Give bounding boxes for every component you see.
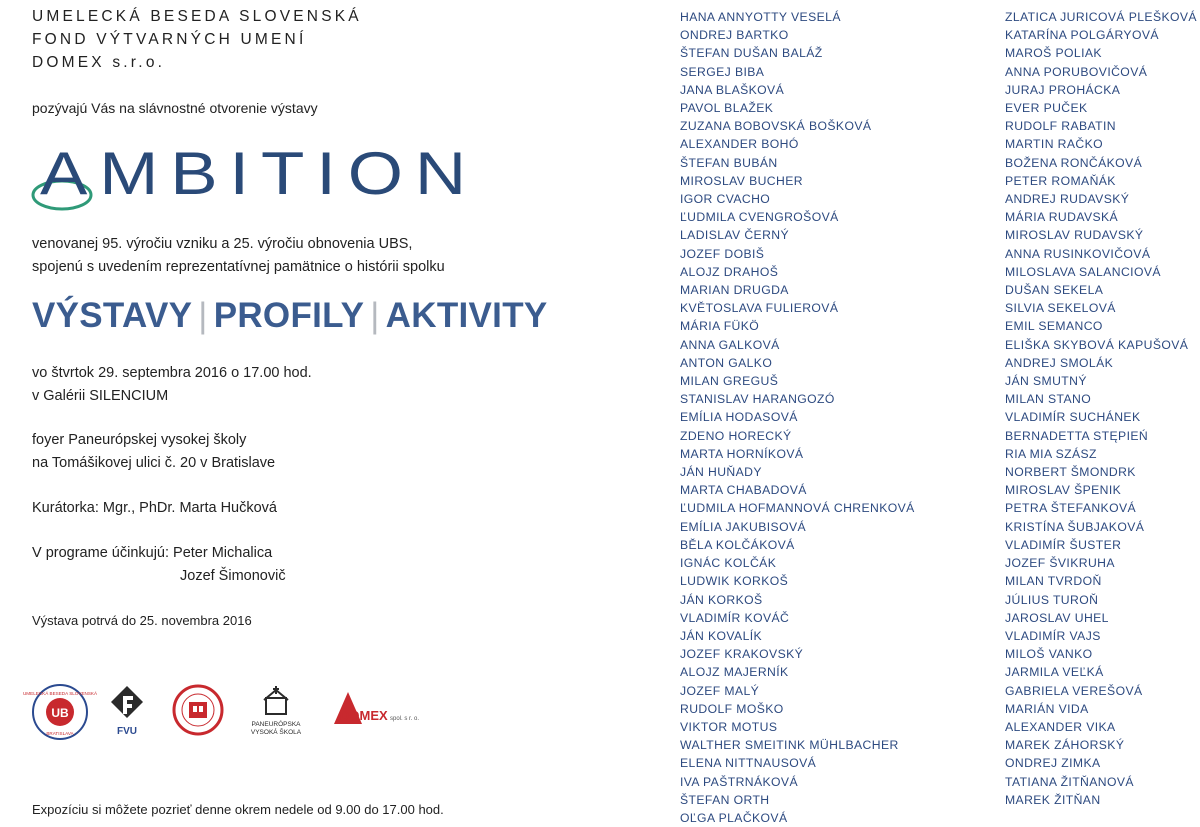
artist-name: PETER ROMAŇÁK bbox=[1005, 173, 1116, 188]
artist-name: LADISLAV ČERNÝ bbox=[680, 228, 790, 243]
artist-name: ANDREJ RUDAVSKÝ bbox=[1005, 192, 1130, 207]
artist-name: ALOJZ MAJERNÍK bbox=[680, 665, 789, 680]
organizer-line: UMELECKÁ BESEDA SLOVENSKÁ bbox=[32, 8, 362, 25]
fvu-logo-caption: FVU bbox=[117, 726, 137, 737]
artist-name: BERNADETTA STĘPIEŃ bbox=[1005, 428, 1149, 443]
headline-separator: | bbox=[370, 296, 380, 335]
artist-name: SILVIA SEKELOVÁ bbox=[1005, 301, 1116, 316]
artist-list-column-2 bbox=[1005, 8, 1197, 809]
ubs-logo-city: BRATISLAVA bbox=[46, 731, 74, 736]
artist-name: JÚLIUS TUROŇ bbox=[1005, 592, 1099, 607]
artist-name: IGNÁC KOLČÁK bbox=[680, 556, 777, 571]
artist-name: MILAN STANO bbox=[1005, 392, 1092, 407]
invitation-text: pozývajú Vás na slávnostné otvorenie výstavy bbox=[32, 100, 318, 116]
date-block bbox=[32, 362, 312, 407]
artist-name: MARIAN DRUGDA bbox=[680, 283, 789, 298]
artist-name: KVĚTOSLAVA FULIEROVÁ bbox=[680, 301, 839, 316]
artist-name: VLADIMÍR ŠUSTER bbox=[1005, 537, 1122, 552]
program-line: Jozef Šimonovič bbox=[180, 567, 286, 584]
invitation-panel bbox=[22, 0, 652, 826]
artist-name: ŠTEFAN ORTH bbox=[680, 792, 770, 807]
artist-name: PETRA ŠTEFANKOVÁ bbox=[1005, 501, 1137, 516]
artist-name: STANISLAV HARANGOZÓ bbox=[680, 392, 835, 407]
venue-block bbox=[32, 429, 275, 474]
partner-logos bbox=[22, 684, 452, 744]
artist-name: ŠTEFAN BUBÁN bbox=[680, 155, 778, 170]
university-logo-line: VYSOKÁ ŠKOLA bbox=[250, 729, 302, 736]
artist-name: JÁN SMUTNÝ bbox=[1005, 374, 1087, 389]
artist-name: VIKTOR MOTUS bbox=[680, 719, 778, 734]
organizer-line: FOND VÝTVARNÝCH UMENÍ bbox=[32, 31, 307, 48]
exhibition-title-logo bbox=[32, 138, 492, 218]
program-line: V programe účinkujú: Peter Michalica bbox=[32, 545, 273, 561]
artist-name: MILAN TVRDOŇ bbox=[1005, 574, 1102, 589]
date-line: vo štvrtok 29. septembra 2016 o 17.00 hod. bbox=[32, 365, 312, 381]
artist-name: ANNA GALKOVÁ bbox=[680, 337, 780, 352]
artist-name: JURAJ PROHÁCKA bbox=[1005, 82, 1121, 97]
exhibition-title: AMBITION bbox=[40, 140, 478, 207]
artist-name: IGOR CVACHO bbox=[680, 192, 771, 207]
artist-name: PAVOL BLAŽEK bbox=[680, 101, 774, 116]
artist-name: JANA BLAŠKOVÁ bbox=[680, 82, 785, 97]
artist-list-column-1 bbox=[680, 8, 915, 827]
artist-name: VLADIMÍR KOVÁČ bbox=[680, 610, 790, 625]
fvu-logo bbox=[107, 684, 147, 740]
artist-name: RUDOLF MOŠKO bbox=[680, 701, 784, 716]
artist-name: ŠTEFAN DUŠAN BALÁŽ bbox=[680, 46, 823, 61]
artist-name: JÁN KOVALÍK bbox=[680, 628, 763, 643]
artist-name: ALEXANDER VIKA bbox=[1005, 719, 1116, 734]
ubs-logo-mark: UB bbox=[51, 706, 69, 720]
artist-name: ONDREJ BARTKO bbox=[680, 28, 789, 43]
artist-name: ZLATICA JURICOVÁ PLEŠKOVÁ bbox=[1005, 10, 1197, 24]
dedication-line: spojenú s uvedením reprezentatívnej pamätnice o histórii spolku bbox=[32, 258, 445, 275]
artist-name: ANDREJ SMOLÁK bbox=[1005, 355, 1114, 370]
artist-name: BĚLA KOLČÁKOVÁ bbox=[680, 537, 795, 552]
artist-name: EMIL SEMANCO bbox=[1005, 319, 1103, 334]
artist-name: SERGEJ BIBA bbox=[680, 64, 765, 79]
artist-name: ALOJZ DRAHOŠ bbox=[680, 264, 779, 279]
artist-name: KATARÍNA POLGÁRYOVÁ bbox=[1005, 28, 1159, 43]
opening-hours: Expozíciu si môžete pozrieť denne okrem nedele od 9.00 do 17.00 hod. bbox=[32, 802, 444, 817]
domex-logo-suffix: spol. s r. o. bbox=[390, 716, 420, 722]
artist-name: ANTON GALKO bbox=[680, 355, 773, 370]
artist-name: MARTA HORNÍKOVÁ bbox=[680, 446, 804, 461]
artist-name: RIA MIA SZÁSZ bbox=[1005, 446, 1097, 461]
artist-name: ZDENO HORECKÝ bbox=[680, 428, 792, 443]
artist-name: ZUZANA BOBOVSKÁ BOŠKOVÁ bbox=[680, 119, 872, 134]
artist-name: MARTA CHABADOVÁ bbox=[680, 483, 807, 498]
ubs-seal-logo bbox=[172, 684, 224, 740]
artist-name: JOZEF MALÝ bbox=[680, 683, 760, 698]
artist-name: ALEXANDER BOHÓ bbox=[680, 137, 799, 152]
headline-exhibitions: VÝSTAVY bbox=[32, 296, 193, 335]
artist-name: EMÍLIA HODASOVÁ bbox=[680, 410, 798, 425]
artist-name: DUŠAN SEKELA bbox=[1005, 283, 1104, 298]
artist-name: VLADIMÍR VAJS bbox=[1005, 628, 1101, 643]
headline-profiles: PROFILY bbox=[213, 296, 365, 335]
venue-line: foyer Paneurópskej vysokej školy bbox=[32, 432, 247, 448]
artist-name: MÁRIA FÜKÖ bbox=[680, 319, 760, 334]
dedication bbox=[32, 233, 445, 278]
venue-line: na Tomášikovej ulici č. 20 v Bratislave bbox=[32, 454, 276, 471]
domex-logo bbox=[330, 684, 426, 734]
artist-name: JOZEF ŠVIKRUHA bbox=[1005, 556, 1115, 571]
university-logo-line: PANEURÓPSKA bbox=[251, 721, 301, 728]
curator-line: Kurátorka: Mgr., PhDr. Marta Hučková bbox=[32, 500, 277, 516]
artist-name: LUDWIK KORKOŠ bbox=[680, 574, 789, 589]
artist-name: JARMILA VEĽKÁ bbox=[1005, 665, 1104, 680]
artist-name: VLADIMÍR SUCHÁNEK bbox=[1005, 410, 1141, 425]
headline-activities: AKTIVITY bbox=[385, 296, 548, 335]
domex-logo-name: DOMEX bbox=[340, 708, 388, 723]
artist-name: MAROŠ POLIAK bbox=[1005, 46, 1102, 61]
artist-name: ĽUDMILA CVENGROŠOVÁ bbox=[680, 210, 839, 225]
artist-name: MAREK ZÁHORSKÝ bbox=[1005, 738, 1125, 753]
artist-name: MIROSLAV BUCHER bbox=[680, 173, 803, 188]
artist-name: RUDOLF RABATIN bbox=[1005, 119, 1117, 134]
artist-name: KRISTÍNA ŠUBJAKOVÁ bbox=[1005, 519, 1145, 534]
artist-name: ANNA RUSINKOVIČOVÁ bbox=[1005, 246, 1151, 261]
organizer-line: DOMEX s.r.o. bbox=[32, 54, 166, 71]
artist-name: EVER PUČEK bbox=[1005, 101, 1088, 116]
artist-name: BOŽENA RONČÁKOVÁ bbox=[1005, 155, 1143, 170]
artist-name: MILOSLAVA SALANCIOVÁ bbox=[1005, 264, 1161, 279]
artist-name: ĽUDMILA HOFMANNOVÁ CHRENKOVÁ bbox=[680, 501, 915, 516]
artist-name: MARTIN RAČKO bbox=[1005, 137, 1104, 152]
artist-name: MIROSLAV RUDAVSKÝ bbox=[1005, 228, 1144, 243]
artist-name: MILOŠ VANKO bbox=[1005, 647, 1093, 662]
artist-name: MAREK ŽITŇAN bbox=[1005, 792, 1101, 807]
artist-name: JOZEF KRAKOVSKÝ bbox=[680, 647, 804, 662]
artist-name: OĽGA PLAČKOVÁ bbox=[680, 810, 788, 825]
artist-name: EMÍLIA JAKUBISOVÁ bbox=[680, 519, 807, 534]
university-logo bbox=[244, 684, 308, 740]
headline bbox=[32, 296, 548, 336]
ubs-logo bbox=[22, 684, 98, 740]
duration-line: Výstava potrvá do 25. novembra 2016 bbox=[32, 613, 252, 628]
artist-name: JÁN HUŇADY bbox=[680, 465, 762, 480]
artist-name: JOZEF DOBIŠ bbox=[680, 246, 765, 261]
artist-name: JAROSLAV UHEL bbox=[1005, 610, 1109, 625]
program-block bbox=[32, 542, 286, 587]
gallery-line: v Galérii SILENCIUM bbox=[32, 387, 169, 404]
dedication-line: venovanej 95. výročiu vzniku a 25. výročiu obnovenia UBS, bbox=[32, 236, 413, 252]
artist-name: ELIŠKA SKYBOVÁ KAPUŠOVÁ bbox=[1005, 337, 1189, 352]
artist-name: IVA PAŠTRNÁKOVÁ bbox=[680, 774, 798, 789]
artist-name: ANNA PORUBOVIČOVÁ bbox=[1005, 64, 1148, 79]
artist-name: MÁRIA RUDAVSKÁ bbox=[1005, 210, 1119, 225]
artist-name: HANA ANNYOTTY VESELÁ bbox=[680, 10, 841, 24]
artist-name: ONDREJ ZIMKA bbox=[1005, 756, 1101, 771]
artist-name: TATIANA ŽITŇANOVÁ bbox=[1005, 774, 1134, 789]
artist-name: MILAN GREGUŠ bbox=[680, 374, 779, 389]
headline-separator: | bbox=[198, 296, 208, 335]
artist-name: ELENA NITTNAUSOVÁ bbox=[680, 756, 817, 771]
artist-name: GABRIELA VEREŠOVÁ bbox=[1005, 683, 1143, 698]
artist-name: MARIÁN VIDA bbox=[1005, 701, 1089, 716]
artist-name: NORBERT ŠMONDRK bbox=[1005, 465, 1136, 480]
artist-name: WALTHER SMEITINK MÜHLBACHER bbox=[680, 738, 899, 753]
artist-name: MIROSLAV ŠPENIK bbox=[1005, 483, 1122, 498]
artist-name: JÁN KORKOŠ bbox=[680, 592, 763, 607]
ubs-logo-ring-text: UMELECKÁ BESEDA SLOVENSKÁ bbox=[22, 691, 98, 696]
